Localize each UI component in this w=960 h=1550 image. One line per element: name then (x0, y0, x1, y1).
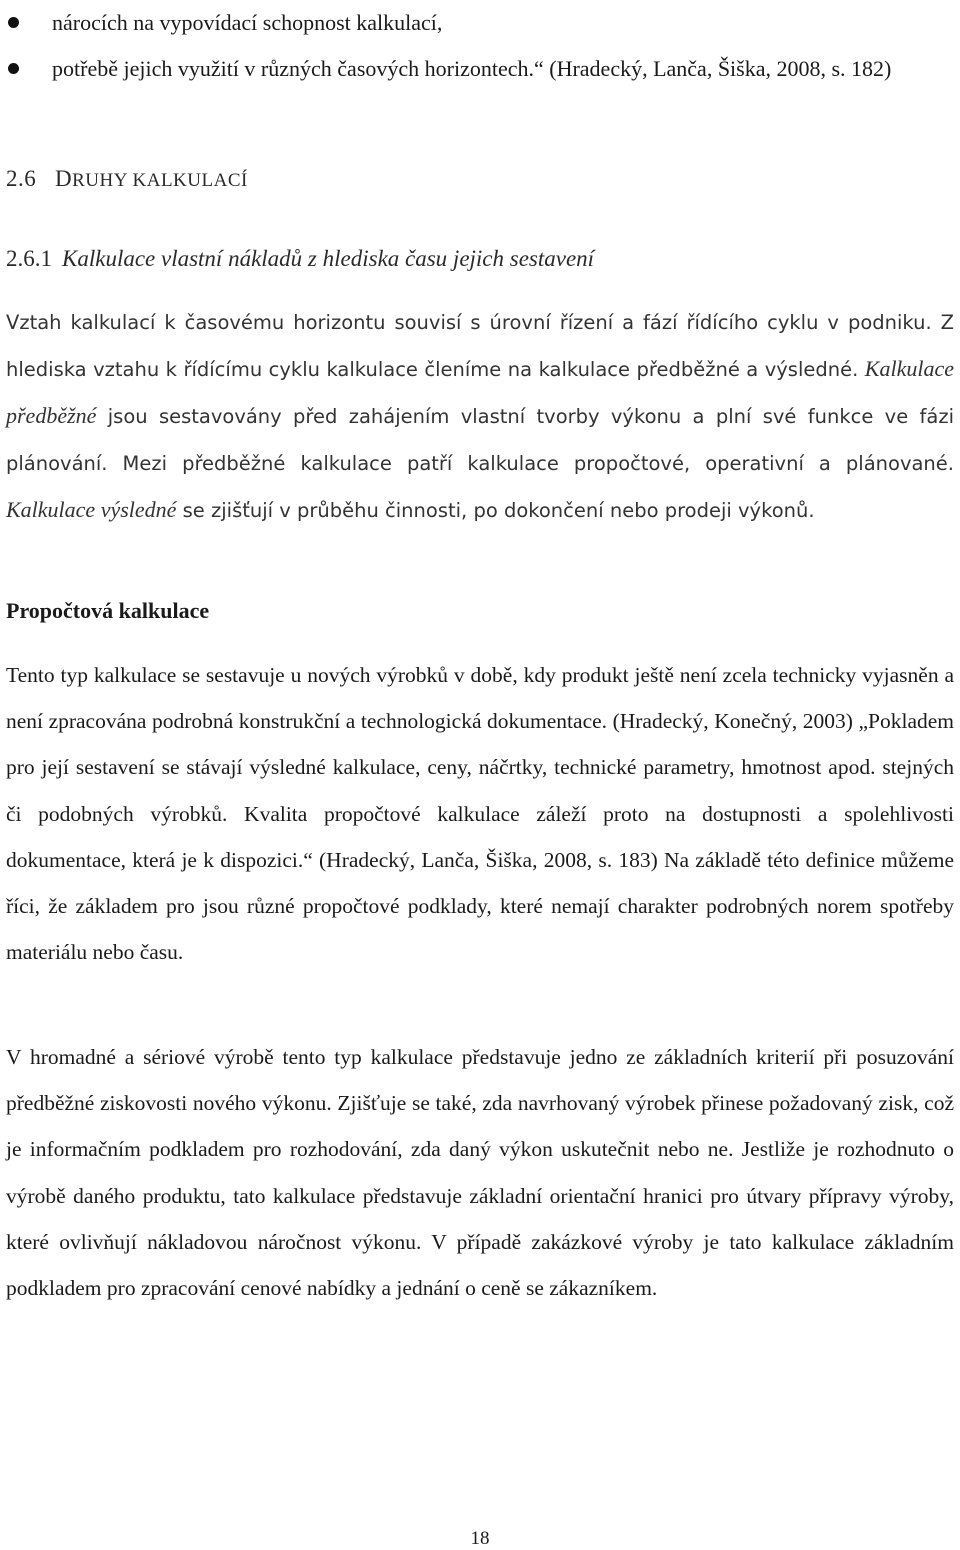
bullet-list (0, 0, 960, 92)
paragraph-text: Vztah kalkulací k časovému horizontu souvisí s úrovní řízení a fází řídícího cyklu v podniku. Z hlediska vztahu k řídícímu cyklu kalkulace členíme na kalkulace předběžné a výsledné. (6, 311, 954, 382)
subsection-number: 2.6.1 (6, 246, 52, 271)
emphasis-term: Kalkulace předběžné (6, 356, 954, 429)
paragraph-text: jsou sestavovány před zahájením vlastní tvorby výkonu a plní své funkce ve fázi plánování. Mezi předběžné kalkulace patří kalkulace propočtové, operativní a plánované. (6, 405, 954, 475)
subsection-heading (6, 246, 594, 272)
emphasis-term: Kalkulace výsledné (6, 496, 177, 522)
section-heading (6, 166, 248, 192)
section-title-initial: D (55, 166, 73, 191)
bold-heading: Propočtová kalkulace (6, 598, 210, 623)
subsection-title: Kalkulace vlastní nákladů z hlediska času jejich sestavení (62, 246, 595, 271)
bullet-text: nárocích na vypovídací schopnost kalkulací, (52, 10, 443, 35)
paragraph-hromadna: V hromadné a sériové výrobě tento typ kalkulace představuje jedno ze základních kriterií při posuzování předběžné ziskovosti nového výkonu. Zjišťuje se také, zda navrhovaný výrobek přinese požadovaný zisk, což je informačním podkladem pro rozhodování, zda daný výkon uskutečnit nebo ne. Jestliže je rozhodnuto o výrobě daného produktu, tato kalkulace představuje základní orientační hranici pro útvary přípravy výroby, které ovlivňují nákladovou náročnost výkonu. V případě zakázkové výroby je tato kalkulace základním podkladem pro zpracování cenové nabídky a jednání o ceně se zákazníkem. (6, 1045, 954, 1301)
section-number: 2.6 (6, 166, 37, 191)
bullet-item (0, 0, 960, 46)
paragraph-text: se zjišťují v průběhu činnosti, po dokončení nebo prodeji výkonů. (182, 498, 815, 522)
paragraph-propoctova: Tento typ kalkulace se sestavuje u nových výrobků v době, kdy produkt ještě není zcela technicky vyjasněn a není zpracována podrobná konstrukční a technologická dokumentace. (Hradecký, Konečný, 2003) „Pokladem pro její sestavení se stávají výsledné kalkulace, ceny, náčrtky, technické parametry, hmotnost apod. stejných či podobných výrobků. Kvalita propočtové kalkulace záleží proto na dostupnosti a spolehlivosti dokumentace, která je k dispozici.“ (Hradecký, Lanča, Šiška, 2008, s. 183) Na základě této definice můžeme říci, že základem pro jsou různé propočtové podklady, které nemají charakter podrobných norem spotřeby materiálu nebo času. (6, 663, 954, 965)
bullet-dot-icon (8, 17, 19, 28)
page-number: 18 (470, 1528, 490, 1549)
bullet-item (0, 46, 960, 92)
bullet-dot-icon (8, 63, 19, 74)
section-title-rest: RUHY KALKULACÍ (72, 170, 248, 191)
paragraph-intro (6, 300, 954, 534)
bullet-text: potřebě jejich využití v různých časových horizontech.“ (Hradecký, Lanča, Šiška, 2008, s. 182) (52, 56, 892, 81)
